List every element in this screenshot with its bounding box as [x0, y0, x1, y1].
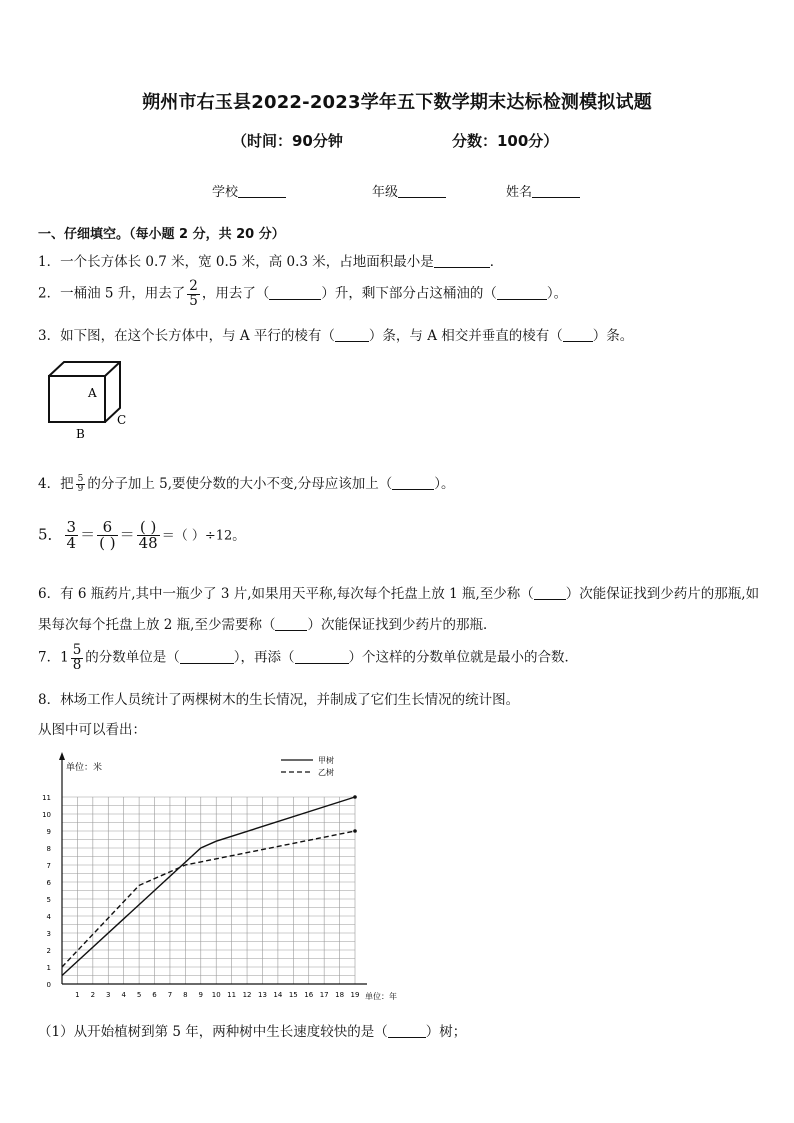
x-tick-label: 2: [90, 991, 96, 999]
y-tick-label: 3: [46, 930, 51, 938]
series-end-point: [353, 829, 357, 833]
grade-field: [372, 181, 446, 200]
x-tick-label: 17: [319, 991, 329, 999]
q1-end: ．: [489, 254, 504, 270]
question-2: 2．一桶油 5 升，用去了 $\frac{2}{5}$ ，用去了（ ）升，剩下部分占这桶油的（ ）。: [38, 278, 568, 309]
x-tick-label: 11: [227, 991, 237, 999]
question-8-sub: 从图中可以看出：: [38, 722, 146, 738]
question-1: [38, 250, 503, 270]
series-end-point: [353, 795, 357, 799]
legend-label: 乙树: [318, 768, 334, 777]
exam-score: 分数：100分）: [452, 132, 559, 150]
question-6-line-1: 6．有 6 瓶药片,其中一瓶少了 3 片,如果用天平称,每次每个托盘上放 1 瓶,至少称（ ）次能保证找到少药片的那瓶,如: [38, 586, 760, 602]
question-7: 7．1 $\frac{5}{8}$ 的分数单位是（ ），再添（ ）个这样的分数单位就是最小的合数．: [38, 642, 579, 673]
q7-fraction: $\frac{5}{8}$: [72, 642, 82, 673]
y-axis-arrow: [59, 752, 65, 760]
question-5: 5． $\frac{3}{4}$ ＝ $\frac{6}{( )}$ ＝ $\frac{( )}{48}$ ＝（ ）÷12。: [38, 518, 246, 552]
x-tick-label: 16: [304, 991, 314, 999]
x-tick-label: 14: [273, 991, 283, 999]
q2-a: 2．一桶油 5 升，用去了: [38, 285, 186, 302]
cube-label-b: B: [76, 427, 85, 441]
name-field: [506, 181, 580, 200]
x-tick-label: 12: [242, 991, 252, 999]
cuboid-figure: [44, 358, 134, 442]
q5-fraction-2: $\frac{6}{( )}$: [99, 518, 116, 552]
cube-label-c: C: [117, 413, 127, 427]
x-tick-label: 6: [152, 991, 157, 999]
x-tick-label: 19: [350, 991, 360, 999]
x-tick-label: 1: [75, 991, 80, 999]
y-tick-label: 4: [46, 913, 51, 921]
question-8-1: （1）从开始植树到第 5 年，两种树中生长速度较快的是（ ）树；: [38, 1024, 467, 1040]
y-tick-label: 6: [46, 879, 51, 887]
y-tick-label: 10: [42, 811, 51, 819]
x-tick-label: 5: [136, 991, 142, 999]
school-label: 学校: [212, 185, 239, 200]
grade-label: 年级: [372, 185, 399, 200]
x-tick-label: 13: [258, 991, 267, 999]
school-field: [212, 181, 286, 200]
question-3: 3．如下图，在这个长方体中，与 A 平行的棱有（ ）条，与 A 相交并垂直的棱有（ ）条。: [38, 328, 634, 344]
x-tick-label: 9: [198, 991, 204, 999]
legend-label: 甲树: [318, 756, 334, 765]
x-tick-label: 15: [288, 991, 298, 999]
question-8: 8．林场工作人员统计了两棵树木的生长情况，并制成了它们生长情况的统计图。: [38, 692, 520, 708]
section-heading: 一、仔细填空。（每小题 2 分，共 20 分）: [38, 227, 285, 242]
cube-label-a: A: [88, 386, 97, 400]
tree-growth-chart: [36, 748, 426, 1010]
question-4: 4．把 $\frac{5}{9}$ 的分子加上 5,要使分数的大小不变,分母应该加上（ ）。: [38, 474, 455, 494]
question-6-line-2: 果每次每个托盘上放 2 瓶,至少需要称（ ）次能保证找到少药片的那瓶．: [38, 617, 497, 633]
x-tick-label: 18: [335, 991, 345, 999]
q5-fraction-1: $\frac{3}{4}$: [66, 518, 77, 552]
exam-time: （时间：90分钟: [232, 132, 343, 150]
y-tick-label: 1: [46, 964, 51, 972]
x-tick-label: 4: [121, 991, 126, 999]
q4-fraction: $\frac{5}{9}$: [77, 474, 84, 494]
y-tick-label: 2: [46, 947, 51, 955]
x-tick-label: 8: [183, 991, 188, 999]
q5-fraction-3: $\frac{( )}{48}$: [138, 518, 158, 552]
x-tick-label: 7: [167, 991, 173, 999]
y-axis-label: 单位：米: [66, 763, 103, 773]
q2-fraction: $\frac{2}{5}$: [189, 278, 198, 309]
name-label: 姓名: [506, 185, 533, 200]
series-line: [62, 797, 355, 976]
y-tick-label: 5: [46, 896, 51, 904]
exam-title: 朔州市右玉县2022-2023学年五下数学期末达标检测模拟试题: [142, 92, 652, 113]
x-tick-label: 10: [211, 991, 221, 999]
y-tick-label: 7: [46, 862, 51, 870]
x-tick-label: 3: [106, 991, 111, 999]
y-tick-label: 9: [46, 828, 51, 836]
y-tick-label: 8: [46, 845, 51, 853]
y-tick-label: 11: [42, 794, 51, 802]
y-tick-label: 0: [46, 981, 51, 989]
q1-text: 1．一个长方体长 0.7 米，宽 0.5 米，高 0.3 米，占地面积最小是: [38, 254, 434, 270]
x-axis-label: 单位：年: [365, 992, 397, 1001]
